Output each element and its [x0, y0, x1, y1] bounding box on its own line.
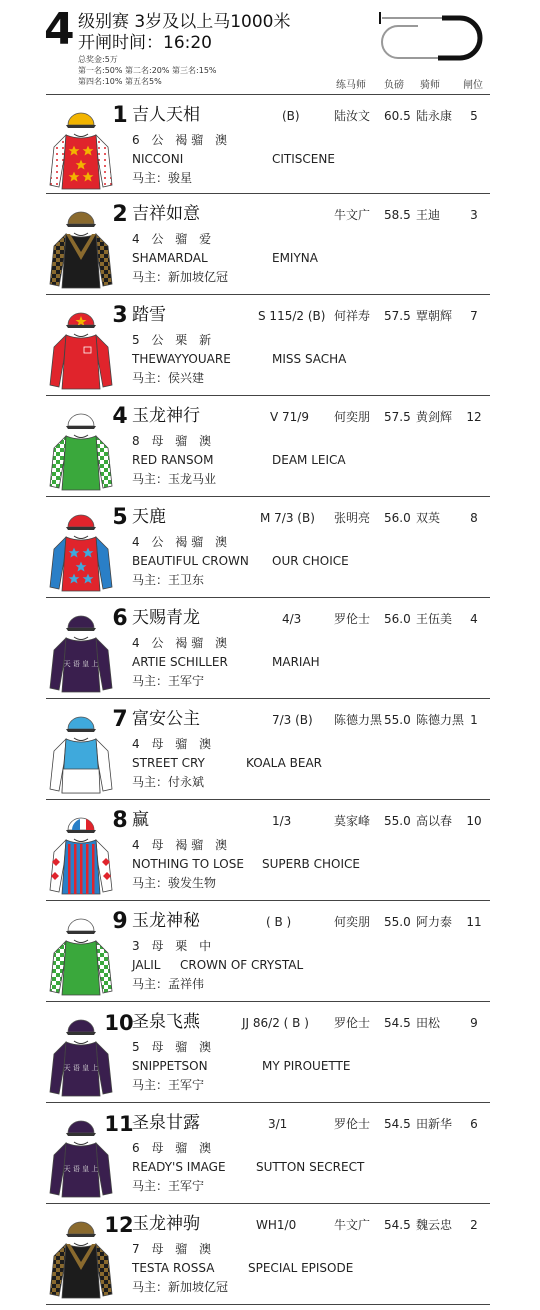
runner-row — [46, 698, 490, 799]
carried-weight: 57.5 — [384, 410, 411, 424]
carried-weight: 56.0 — [384, 511, 411, 525]
horse-details: 3 母 栗 中 — [132, 939, 216, 953]
horse-details: 6 母 骝 澳 — [132, 1141, 216, 1155]
sire-name: THEWAYYOUARE — [132, 352, 231, 366]
jockey-name: 田新华 — [416, 1117, 453, 1131]
col-header-trainer: 练马师 — [336, 80, 366, 91]
col-header-weight: 负磅 — [384, 80, 404, 91]
runner-row — [46, 94, 490, 195]
barrier-draw: 2 — [470, 1218, 478, 1232]
horse-name: 吉人天相 — [132, 105, 200, 125]
dam-name: OUR CHOICE — [272, 554, 349, 568]
gear-rating: S 115/2 (B) — [258, 309, 326, 323]
gear-rating: 1/3 — [272, 814, 292, 828]
race-number: 4 — [44, 4, 75, 55]
horse-name: 踏雪 — [132, 305, 166, 325]
saddle-number: 5 — [112, 505, 128, 530]
horse-name: 吉祥如意 — [132, 204, 200, 224]
dam-name: MISS SACHA — [272, 352, 347, 366]
col-header-draw: 闸位 — [463, 80, 483, 91]
carried-weight: 55.0 — [384, 915, 411, 929]
owner-name: 马主：王军宁 — [132, 1078, 205, 1092]
owner-name: 马主：付永斌 — [132, 775, 205, 789]
trainer-name: 陆汝文 — [334, 109, 371, 123]
jockey-name: 田松 — [416, 1016, 441, 1030]
horse-name: 富安公主 — [132, 709, 200, 729]
svg-text:天 语 皇 上: 天 语 皇 上 — [63, 1064, 99, 1072]
horse-name: 圣泉飞燕 — [132, 1012, 200, 1032]
sire-name: BEAUTIFUL CROWN — [132, 554, 249, 568]
dam-name: DEAM LEICA — [272, 453, 346, 467]
carried-weight: 54.5 — [384, 1218, 411, 1232]
dam-name: SUTTON SECRECT — [256, 1160, 365, 1174]
jockey-silks-icon — [48, 606, 114, 694]
gear-rating: 4/3 — [282, 612, 302, 626]
trainer-name: 何祥寿 — [334, 309, 371, 323]
jockey-silks-icon — [48, 404, 114, 492]
dam-name: CITISCENE — [272, 152, 335, 166]
dam-name: EMIYNA — [272, 251, 318, 265]
horse-name: 圣泉甘露 — [132, 1113, 200, 1133]
jockey-name: 王伍美 — [416, 612, 453, 626]
dam-name: SUPERB CHOICE — [262, 857, 360, 871]
sire-name: RED RANSOM — [132, 453, 214, 467]
saddle-number: 12 — [104, 1213, 134, 1237]
owner-name: 马主：王卫东 — [132, 573, 205, 587]
gear-rating: (B) — [282, 109, 300, 123]
horse-name: 玉龙神驹 — [132, 1214, 200, 1234]
svg-text:天 语 皇 上: 天 语 皇 上 — [63, 1165, 99, 1173]
runner-row — [46, 395, 490, 496]
saddle-number: 11 — [104, 1112, 134, 1136]
saddle-number: 9 — [112, 909, 128, 934]
horse-name: 天赐青龙 — [132, 608, 200, 628]
prize-split-1: 第一名:50% 第二名:20% 第三名:15% — [78, 66, 217, 75]
barrier-draw: 10 — [466, 814, 482, 828]
gear-rating: V 71/9 — [270, 410, 309, 424]
saddle-number: 4 — [112, 404, 128, 429]
horse-name: 玉龙神行 — [132, 406, 200, 426]
jockey-name: 覃朝辉 — [416, 309, 453, 323]
horse-name: 天鹿 — [132, 507, 166, 527]
saddle-number: 10 — [104, 1011, 134, 1035]
gear-rating: 7/3 (B) — [272, 713, 313, 727]
trainer-name: 陈德力黑 — [334, 713, 383, 727]
jockey-name: 黄剑辉 — [416, 410, 453, 424]
jockey-name: 双英 — [416, 511, 441, 525]
carried-weight: 60.5 — [384, 109, 411, 123]
gear-rating: 3/1 — [268, 1117, 288, 1131]
trainer-name: 牛文广 — [334, 1218, 371, 1232]
sire-name: STREET CRY — [132, 756, 205, 770]
barrier-draw: 6 — [470, 1117, 478, 1131]
horse-details: 4 母 褐骝 澳 — [132, 838, 232, 852]
saddle-number: 7 — [112, 707, 128, 732]
horse-details: 8 母 骝 澳 — [132, 434, 216, 448]
sire-name: JALIL — [132, 958, 161, 972]
horse-name: 玉龙神秘 — [132, 911, 200, 931]
prize-total: 总奖金:5万 — [78, 55, 118, 64]
col-header-jockey: 骑师 — [420, 80, 440, 91]
sire-name: NOTHING TO LOSE — [132, 857, 244, 871]
barrier-draw: 1 — [470, 713, 478, 727]
owner-name: 马主：新加坡亿冠 — [132, 1280, 229, 1294]
sire-name: TESTA ROSSA — [132, 1261, 215, 1275]
dam-name: CROWN OF CRYSTAL — [180, 958, 304, 972]
horse-details: 4 公 褐骝 澳 — [132, 636, 232, 650]
barrier-draw: 5 — [470, 109, 478, 123]
horse-details: 7 母 骝 澳 — [132, 1242, 216, 1256]
barrier-draw: 9 — [470, 1016, 478, 1030]
carried-weight: 56.0 — [384, 612, 411, 626]
jockey-silks-icon — [48, 202, 114, 290]
runner-row — [46, 799, 490, 900]
jockey-name: 王迪 — [416, 208, 441, 222]
jockey-name: 阿力泰 — [416, 915, 453, 929]
race-title: 级别赛 3岁及以上马1000米 — [78, 12, 291, 32]
carried-weight: 54.5 — [384, 1117, 411, 1131]
owner-name: 马主：新加坡亿冠 — [132, 270, 229, 284]
horse-details: 4 公 骝 爱 — [132, 232, 216, 246]
dam-name: MARIAH — [272, 655, 320, 669]
sire-name: ARTIE SCHILLER — [132, 655, 228, 669]
carried-weight: 54.5 — [384, 1016, 411, 1030]
owner-name: 马主：王军宁 — [132, 674, 205, 688]
owner-name: 马主：骏星 — [132, 171, 193, 185]
horse-details: 4 母 骝 澳 — [132, 737, 216, 751]
barrier-draw: 11 — [466, 915, 482, 929]
owner-name: 马主：侯兴建 — [132, 371, 205, 385]
bottom-divider — [46, 1304, 490, 1305]
runner-row — [46, 1102, 490, 1203]
carried-weight: 55.0 — [384, 713, 411, 727]
prize-split-2: 第四名:10% 第五名5% — [78, 77, 162, 86]
saddle-number: 8 — [112, 808, 128, 833]
gear-rating: ( B ) — [266, 915, 292, 929]
dam-name: KOALA BEAR — [246, 756, 323, 770]
dam-name: SPECIAL EPISODE — [248, 1261, 354, 1275]
carried-weight: 58.5 — [384, 208, 411, 222]
trainer-name: 何奕朋 — [334, 410, 371, 424]
runner-row — [46, 496, 490, 597]
trainer-name: 牛文广 — [334, 208, 371, 222]
gear-rating: WH1/0 — [256, 1218, 297, 1232]
owner-name: 马主：孟祥伟 — [132, 977, 205, 991]
trainer-name: 罗伦士 — [334, 612, 371, 626]
sire-name: NICCONI — [132, 152, 184, 166]
jockey-name: 魏云忠 — [416, 1218, 453, 1232]
jockey-silks-icon — [48, 808, 114, 896]
jockey-silks-icon — [48, 303, 114, 391]
trainer-name: 何奕朋 — [334, 915, 371, 929]
trainer-name: 罗伦士 — [334, 1117, 371, 1131]
carried-weight: 57.5 — [384, 309, 411, 323]
runner-row — [46, 1203, 490, 1304]
runner-row — [46, 597, 490, 698]
jockey-name: 陆永康 — [416, 109, 453, 123]
sire-name: SHAMARDAL — [132, 251, 208, 265]
carried-weight: 55.0 — [384, 814, 411, 828]
race-start-time: 开闸时间：16:20 — [78, 33, 212, 53]
gear-rating: JJ 86/2 ( B ) — [242, 1016, 309, 1030]
sire-name: SNIPPETSON — [132, 1059, 208, 1073]
runner-row — [46, 900, 490, 1001]
horse-details: 5 母 骝 澳 — [132, 1040, 216, 1054]
dam-name: MY PIROUETTE — [262, 1059, 351, 1073]
trainer-name: 莫家峰 — [334, 814, 371, 828]
saddle-number: 1 — [112, 103, 128, 128]
jockey-silks-icon — [48, 909, 114, 997]
trainer-name: 张明亮 — [334, 511, 371, 525]
saddle-number: 2 — [112, 202, 128, 227]
barrier-draw: 7 — [470, 309, 478, 323]
runner-row — [46, 1001, 490, 1102]
jockey-silks-icon — [48, 103, 114, 191]
saddle-number: 6 — [112, 606, 128, 631]
saddle-number: 3 — [112, 303, 128, 328]
race-header — [0, 0, 540, 95]
owner-name: 马主：玉龙马业 — [132, 472, 217, 486]
runner-row — [46, 294, 490, 395]
svg-text:天 语 皇 上: 天 语 皇 上 — [63, 660, 99, 668]
gear-rating: M 7/3 (B) — [260, 511, 315, 525]
horse-details: 6 公 褐骝 澳 — [132, 133, 232, 147]
trainer-name: 罗伦士 — [334, 1016, 371, 1030]
jockey-name: 高以春 — [416, 814, 453, 828]
horse-name: 赢 — [132, 810, 149, 830]
jockey-name: 陈德力黑 — [416, 713, 465, 727]
horse-details: 5 公 栗 新 — [132, 333, 216, 347]
track-diagram-icon — [378, 10, 490, 62]
barrier-draw: 3 — [470, 208, 478, 222]
sire-name: READY'S IMAGE — [132, 1160, 226, 1174]
runner-row — [46, 193, 490, 294]
jockey-silks-icon — [48, 505, 114, 593]
owner-name: 马主：骏发生物 — [132, 876, 217, 890]
jockey-silks-icon — [48, 707, 114, 795]
barrier-draw: 12 — [466, 410, 482, 424]
horse-details: 4 公 褐骝 澳 — [132, 535, 232, 549]
barrier-draw: 8 — [470, 511, 478, 525]
owner-name: 马主：王军宁 — [132, 1179, 205, 1193]
barrier-draw: 4 — [470, 612, 478, 626]
